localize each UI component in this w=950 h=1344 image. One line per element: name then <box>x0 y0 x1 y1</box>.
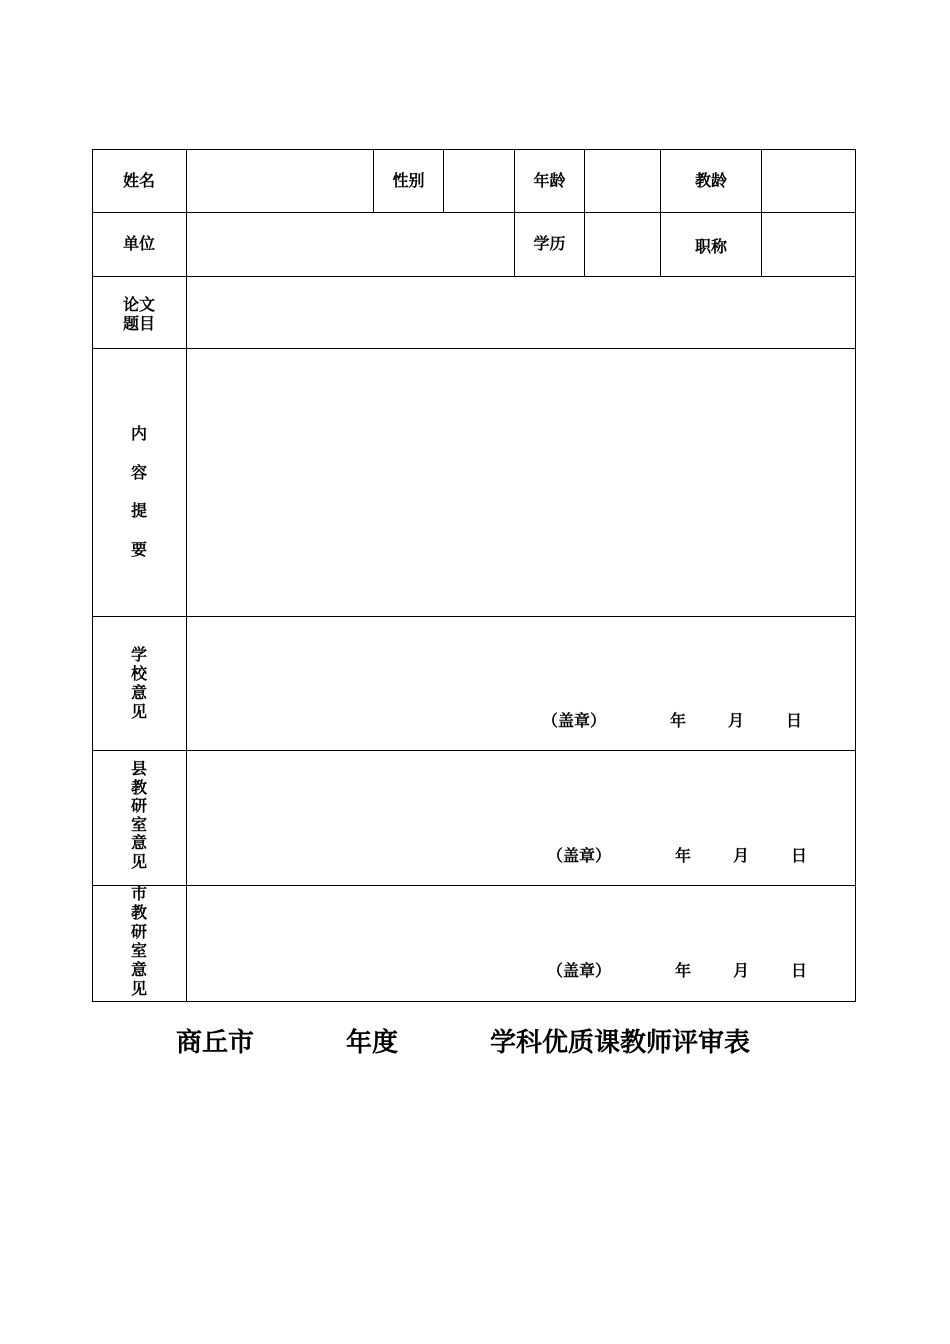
education-label: 学历 <box>533 234 566 253</box>
age-field[interactable] <box>585 150 660 212</box>
content-summary-label-char: 提 <box>130 501 147 520</box>
city-day-text: 日 <box>791 961 808 980</box>
county-office-label-char: 教 <box>130 777 147 797</box>
content-summary-label-char: 容 <box>130 462 147 482</box>
teaching-age-label: 教龄 <box>694 171 727 190</box>
city-office-label-char: 市 <box>130 884 147 903</box>
paper-title-field[interactable] <box>187 277 855 348</box>
evaluation-form-table <box>92 149 856 1002</box>
content-summary-label-char: 要 <box>130 539 147 559</box>
city-office-label-char: 见 <box>130 979 147 998</box>
city-year-text: 年 <box>675 961 692 980</box>
gender-label: 性别 <box>392 171 425 190</box>
city-office-opinion-field[interactable] <box>187 886 855 1001</box>
city-seal-text: （盖章） <box>547 961 612 980</box>
city-office-label-char: 教 <box>130 903 147 922</box>
school-month-text: 月 <box>728 711 745 730</box>
gender-field[interactable] <box>444 150 514 212</box>
county-office-opinion-field[interactable] <box>187 751 855 885</box>
form-title-subject: 学科优质课教师评审表 <box>490 1028 751 1058</box>
county-office-label-char: 研 <box>130 796 147 815</box>
name-label: 姓名 <box>122 171 155 190</box>
content-summary-label-char: 内 <box>130 424 147 443</box>
school-opinion-label-char: 校 <box>130 664 147 683</box>
county-day-text: 日 <box>791 846 808 865</box>
professional-title-field[interactable] <box>762 213 855 276</box>
unit-field[interactable] <box>187 213 514 276</box>
school-day-text: 日 <box>786 711 803 730</box>
paper-title-label-line1: 论文 <box>122 295 155 314</box>
city-month-text: 月 <box>733 961 750 980</box>
content-summary-label <box>129 415 149 569</box>
city-office-label-char: 室 <box>130 941 147 960</box>
school-year-text: 年 <box>670 711 687 730</box>
school-opinion-label-char: 学 <box>130 645 147 664</box>
city-office-label-char: 意 <box>130 960 147 979</box>
school-opinion-label <box>129 645 149 721</box>
county-month-text: 月 <box>733 846 750 865</box>
form-title-year: 年度 <box>346 1028 399 1058</box>
education-field[interactable] <box>585 213 660 276</box>
school-opinion-label-char: 见 <box>130 702 147 721</box>
teaching-age-field[interactable] <box>762 150 855 212</box>
county-office-label-char: 县 <box>130 759 147 778</box>
professional-title-label: 职称 <box>694 237 727 256</box>
paper-title-label-line2: 题目 <box>122 314 155 333</box>
age-label: 年龄 <box>533 171 566 190</box>
content-summary-field[interactable] <box>187 349 855 616</box>
county-office-label-char: 室 <box>130 814 147 834</box>
school-opinion-label-char: 意 <box>130 683 147 702</box>
county-office-opinion-label <box>129 760 149 871</box>
column-divider <box>514 149 515 277</box>
county-office-label-char: 意 <box>130 833 147 852</box>
table-border-bottom <box>92 1001 856 1002</box>
name-field[interactable] <box>187 150 373 212</box>
city-office-label-char: 研 <box>130 922 147 941</box>
county-seal-text: （盖章） <box>547 846 612 865</box>
school-opinion-field[interactable] <box>187 617 855 750</box>
county-office-label-char: 见 <box>130 851 147 871</box>
column-divider <box>660 149 661 277</box>
school-seal-text: （盖章） <box>542 711 607 730</box>
city-office-opinion-label <box>129 884 149 998</box>
form-title-city: 商丘市 <box>176 1028 255 1058</box>
paper-title-label <box>92 295 186 333</box>
county-year-text: 年 <box>675 846 692 865</box>
unit-label: 单位 <box>122 234 155 253</box>
